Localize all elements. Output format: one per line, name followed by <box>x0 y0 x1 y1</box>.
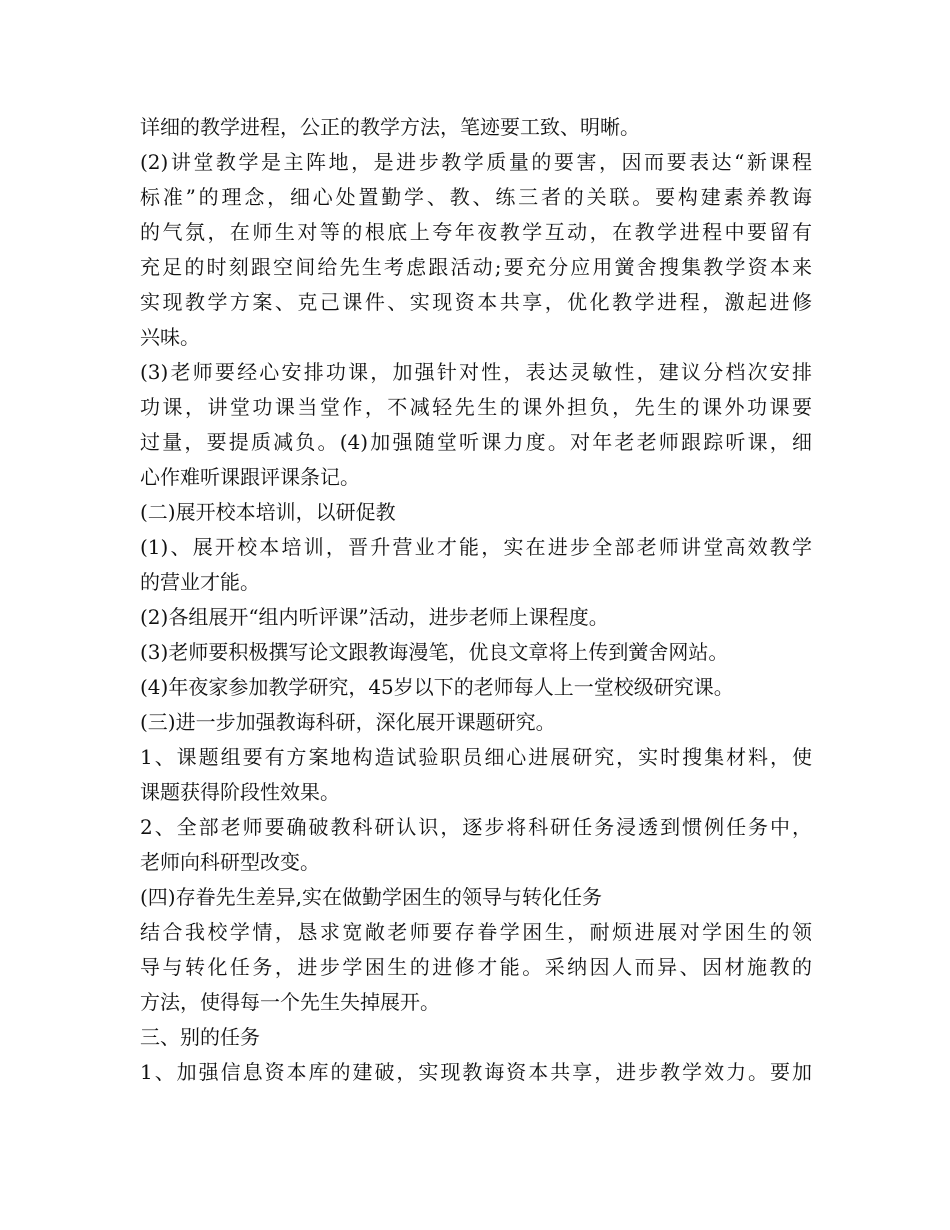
text-line: 结合我校学情，恳求宽敞老师要存眷学困生，耐烦进展对学困生的领 <box>140 920 812 944</box>
text-line: (1)、展开校本培训，晋升营业才能，实在进步全部老师讲堂高效教学 <box>140 535 812 559</box>
text-line: (4)年夜家参加教学研究，45岁以下的老师每人上一堂校级研究课。 <box>140 675 734 699</box>
text-line: (3)老师要经心安排功课，加强针对性，表达灵敏性，建议分档次安排 <box>140 360 812 384</box>
text-line: 心作难听课跟评课条记。 <box>140 465 360 489</box>
text-line: 标准”的理念，细心处置勤学、教、练三者的关联。要构建素养教诲 <box>140 185 812 209</box>
text-line: (二)展开校本培训，以研促教 <box>140 500 396 524</box>
text-line: (2)讲堂教学是主阵地，是进步教学质量的要害，因而要表达“新课程 <box>140 150 812 174</box>
text-line: (2)各组展开“组内听评课”活动，进步老师上课程度。 <box>140 605 609 629</box>
text-line: (三)进一步加强教诲科研，深化展开课题研究。 <box>140 710 556 734</box>
text-line: 充足的时刻跟空间给先生考虑跟活动;要充分应用黉舍搜集教学资本来 <box>140 255 812 279</box>
text-line: 老师向科研型改变。 <box>140 850 320 874</box>
text-line: (四)存眷先生差异,实在做勤学困生的领导与转化任务 <box>140 885 602 909</box>
text-line: 的营业才能。 <box>140 570 260 594</box>
text-line: 三、别的任务 <box>140 1025 260 1049</box>
text-line: 详细的教学进程，公正的教学方法，笔迹要工致、明晰。 <box>140 115 640 139</box>
text-line: (3)老师要积极撰写论文跟教诲漫笔，优良文章将上传到黉舍网站。 <box>140 640 729 664</box>
text-line: 1、加强信息资本库的建破，实现教诲资本共享，进步教学效力。要加 <box>140 1060 812 1084</box>
text-line: 的气氛，在师生对等的根底上夸年夜教学互动，在教学进程中要留有 <box>140 220 812 244</box>
text-line: 导与转化任务，进步学困生的进修才能。采纳因人而异、因材施教的 <box>140 955 812 979</box>
text-line: 课题获得阶段性效果。 <box>140 780 340 804</box>
text-line: 方法，使得每一个先生失掉展开。 <box>140 990 440 1014</box>
text-line: 1、课题组要有方案地构造试验职员细心进展研究，实时搜集材料，使 <box>140 745 812 769</box>
text-line: 实现教学方案、克己课件、实现资本共享，优化教学进程，激起进修 <box>140 290 812 314</box>
text-line: 2、全部老师要确破教科研认识，逐步将科研任务浸透到惯例任务中， <box>140 815 812 839</box>
document-body <box>140 110 812 1090</box>
text-line: 功课，讲堂功课当堂作，不减轻先生的课外担负，先生的课外功课要 <box>140 395 812 419</box>
text-line: 兴味。 <box>140 325 200 349</box>
text-line: 过量，要提质减负。(4)加强随堂听课力度。对年老老师跟踪听课，细 <box>140 430 812 454</box>
